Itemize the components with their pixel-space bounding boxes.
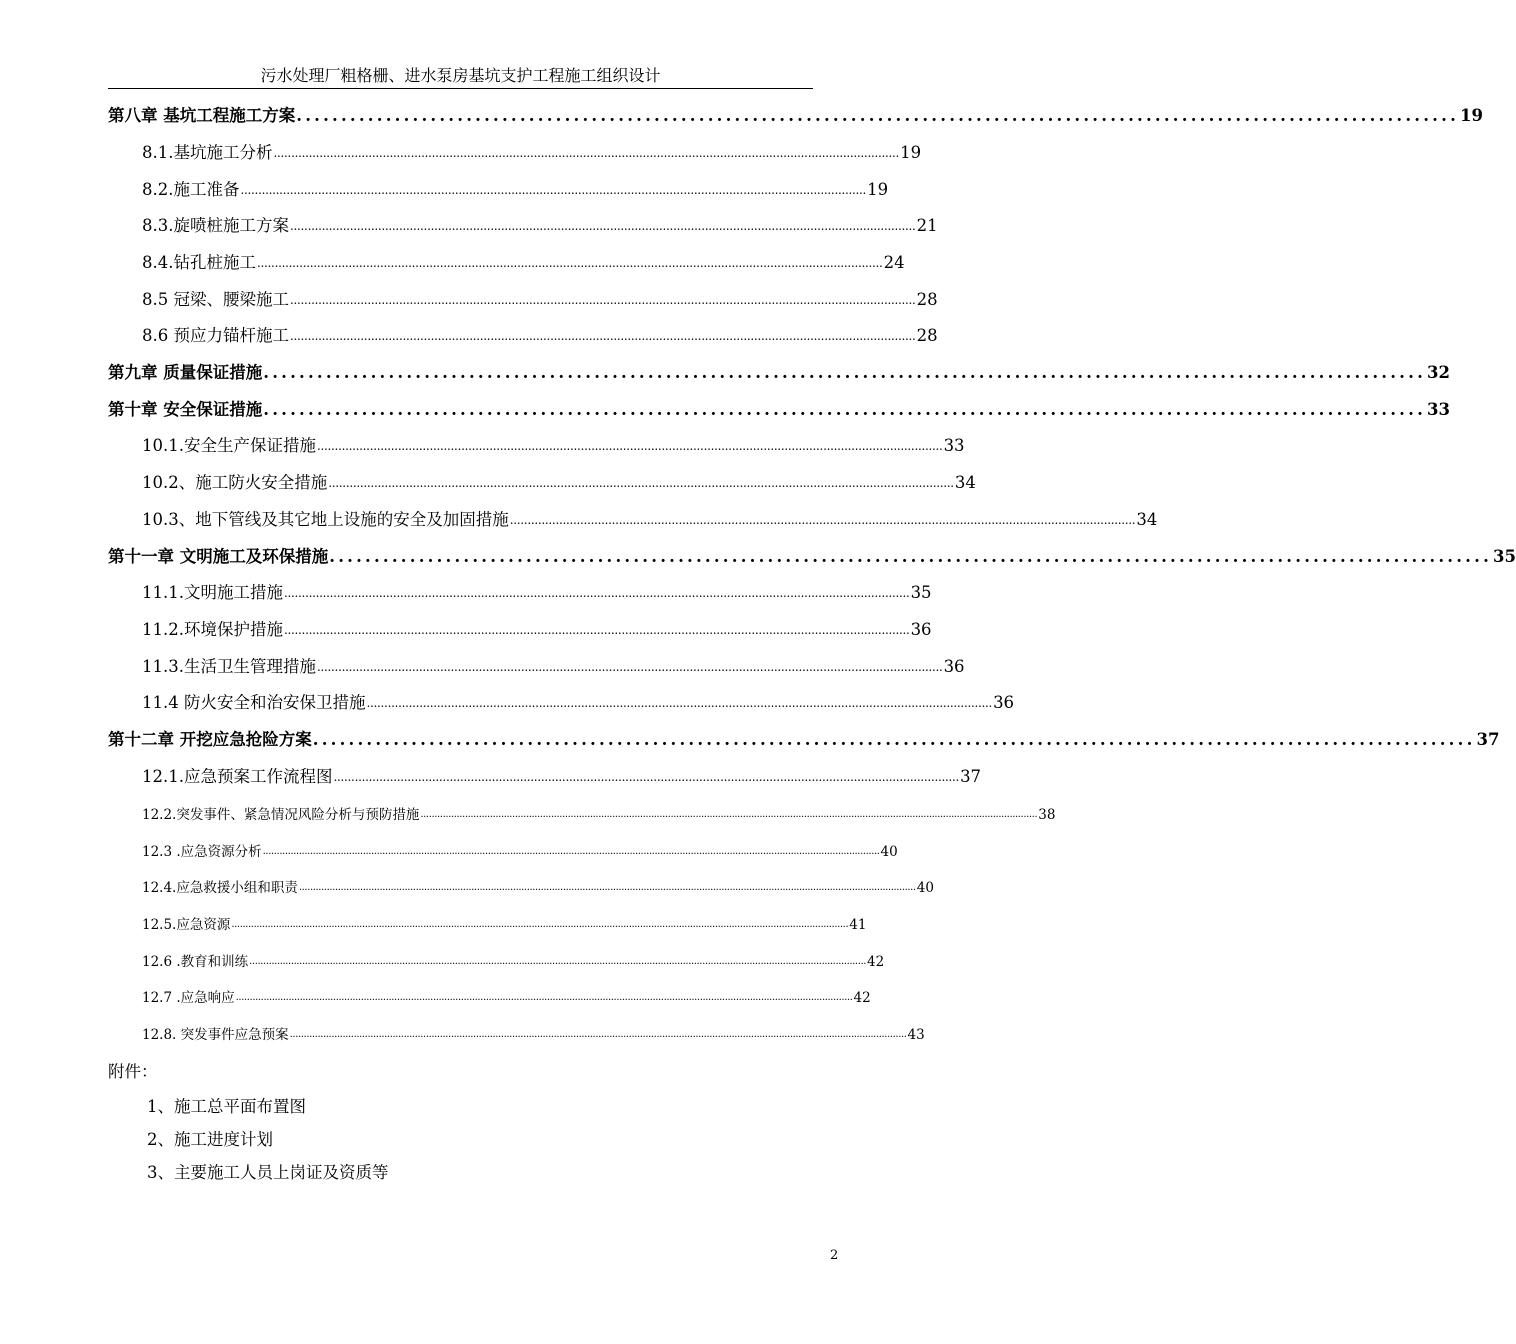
toc-entry-title: 8.6 预应力锚杆施工 bbox=[142, 326, 289, 345]
toc-entry-page: 34 bbox=[954, 473, 976, 492]
toc-leader: .................................................................................................................................................................................. bbox=[283, 623, 910, 637]
toc-entry[interactable] bbox=[142, 468, 976, 494]
toc-entry[interactable] bbox=[142, 615, 932, 641]
toc-leader: .................................................................................................................................................................................. bbox=[240, 183, 867, 197]
toc-entry-page: 35 bbox=[1493, 547, 1516, 566]
toc-entry[interactable] bbox=[142, 248, 905, 274]
toc-leader: .............................................................................................................................................................................................................................. bbox=[231, 919, 849, 930]
toc-entry-title: 8.5 冠梁、腰梁施工 bbox=[142, 290, 289, 309]
annex-item: 1、施工总平面布置图 bbox=[147, 1097, 306, 1116]
toc-entry-title: 8.4.钻孔桩施工 bbox=[142, 253, 256, 272]
toc-entry-title: 11.3.生活卫生管理措施 bbox=[142, 657, 316, 676]
toc-entry-title: 12.8. 突发事件应急预案 bbox=[142, 1027, 289, 1043]
toc-leader: .............................................................................................................................................................................................................................. bbox=[289, 1029, 907, 1040]
toc-entry-title: 12.4.应急救援小组和职责 bbox=[142, 880, 298, 896]
toc-entry-page: 19 bbox=[867, 180, 889, 199]
toc-entry[interactable] bbox=[108, 358, 1450, 384]
toc-entry-page: 34 bbox=[1136, 510, 1158, 529]
toc-entry-title: 10.2、施工防火安全措施 bbox=[142, 473, 328, 492]
toc-leader: .................................................................................................................................................................................. bbox=[328, 476, 954, 490]
toc-entry-title: 11.1.文明施工措施 bbox=[142, 583, 283, 602]
toc-entry-page: 33 bbox=[943, 436, 965, 455]
toc-entry-title: 第十一章 文明施工及环保措施 bbox=[108, 547, 329, 566]
toc-entry[interactable] bbox=[142, 652, 965, 678]
toc-entry-title: 12.6 .教育和训练 bbox=[142, 954, 249, 970]
toc-entry-page: 37 bbox=[960, 767, 982, 786]
toc-entry[interactable] bbox=[142, 946, 885, 972]
toc-entry[interactable] bbox=[142, 836, 898, 862]
toc-entry[interactable] bbox=[142, 909, 867, 935]
toc-entry[interactable] bbox=[142, 578, 932, 604]
toc-entry[interactable] bbox=[142, 321, 938, 347]
toc-entry[interactable] bbox=[108, 101, 1483, 127]
toc-leader: .................................................................................................................................................................................. bbox=[333, 770, 960, 784]
toc-leader: .............................................................................................................................................................................................................................. bbox=[249, 956, 867, 967]
toc-entry-title: 11.2.环境保护措施 bbox=[142, 620, 283, 639]
toc-leader: .................................................................................................................................................................................. bbox=[290, 329, 916, 343]
toc-entry-page: 28 bbox=[916, 290, 938, 309]
toc-entry[interactable] bbox=[142, 505, 1158, 531]
toc-entry-title: 12.2.突发事件、紧急情况风险分析与预防措施 bbox=[142, 807, 420, 823]
toc-entry-title: 第十二章 开挖应急抢险方案 bbox=[108, 730, 312, 749]
toc-entry-page: 41 bbox=[849, 917, 867, 933]
toc-leader: .................................................................................................................................. bbox=[296, 106, 1460, 125]
toc-entry-title: 12.7 .应急响应 bbox=[142, 990, 235, 1006]
toc-entry-title: 11.4 防火安全和治安保卫措施 bbox=[142, 693, 366, 712]
toc-entry[interactable] bbox=[142, 799, 1056, 825]
toc-leader: .................................................................................................................................................................................. bbox=[366, 696, 993, 710]
toc-leader: .............................................................................................................................................................................................................................. bbox=[235, 992, 853, 1003]
toc-entry-title: 第八章 基坑工程施工方案 bbox=[108, 106, 296, 125]
toc-leader: .................................................................................................................................................................................. bbox=[290, 293, 916, 307]
toc-entry-title: 12.3 .应急资源分析 bbox=[142, 844, 262, 860]
toc-entry-page: 19 bbox=[900, 143, 922, 162]
toc-entry-page: 38 bbox=[1038, 807, 1056, 823]
toc-entry[interactable] bbox=[142, 688, 1015, 714]
toc-leader: .................................................................................................................................................................................. bbox=[316, 660, 943, 674]
toc-leader: .................................................................................................................................. bbox=[263, 400, 1427, 419]
toc-leader: .................................................................................................................................................................................. bbox=[316, 439, 943, 453]
toc-entry-page: 42 bbox=[867, 954, 885, 970]
toc-entry-page: 36 bbox=[943, 657, 965, 676]
annex-item: 2、施工进度计划 bbox=[147, 1130, 273, 1149]
toc-leader: .................................................................................................................................................................................. bbox=[257, 256, 883, 270]
toc-entry-title: 12.5.应急资源 bbox=[142, 917, 231, 933]
toc-leader: .................................................................................................................................................................................. bbox=[290, 219, 916, 233]
toc-entry[interactable] bbox=[108, 725, 1500, 751]
toc-entry[interactable] bbox=[142, 211, 938, 237]
toc-leader: .................................................................................................................................................................................. bbox=[509, 513, 1136, 527]
toc-entry[interactable] bbox=[142, 175, 889, 201]
toc-entry[interactable] bbox=[142, 285, 938, 311]
toc-entry-page: 36 bbox=[993, 693, 1015, 712]
running-header: 污水处理厂粗格栅、进水泵房基坑支护工程施工组织设计 bbox=[260, 66, 661, 85]
toc-entry[interactable] bbox=[142, 872, 934, 898]
toc-entry-page: 40 bbox=[880, 844, 898, 860]
toc-entry[interactable] bbox=[108, 542, 1516, 568]
toc-entry[interactable] bbox=[142, 1019, 925, 1045]
toc-entry-page: 42 bbox=[853, 990, 871, 1006]
toc-leader: .............................................................................................................................................................................................................................. bbox=[262, 846, 880, 857]
toc-entry-title: 8.2.施工准备 bbox=[142, 180, 240, 199]
toc-entry[interactable] bbox=[142, 431, 965, 457]
toc-entry-page: 19 bbox=[1460, 106, 1483, 125]
toc-entry-page: 32 bbox=[1427, 363, 1450, 382]
toc-entry-page: 28 bbox=[916, 326, 938, 345]
toc-entry-title: 12.1.应急预案工作流程图 bbox=[142, 767, 333, 786]
toc-leader: .............................................................................................................................................................................................................................. bbox=[420, 809, 1038, 820]
toc-leader: .................................................................................................................................................................................. bbox=[273, 146, 900, 160]
toc-leader: .................................................................................................................................. bbox=[329, 547, 1493, 566]
toc-entry-title: 第九章 质量保证措施 bbox=[108, 363, 263, 382]
toc-leader: .................................................................................................................................. bbox=[312, 730, 1476, 749]
toc-entry-page: 35 bbox=[910, 583, 932, 602]
annex-label: 附件： bbox=[108, 1062, 158, 1081]
toc-entry[interactable] bbox=[142, 982, 871, 1008]
toc-entry-page: 33 bbox=[1427, 400, 1450, 419]
toc-entry-page: 36 bbox=[910, 620, 932, 639]
toc-entry-page: 43 bbox=[907, 1027, 925, 1043]
toc-entry[interactable] bbox=[108, 395, 1450, 421]
toc-entry-title: 8.1.基坑施工分析 bbox=[142, 143, 273, 162]
annex-item: 3、主要施工人员上岗证及资质等 bbox=[147, 1163, 389, 1182]
toc-entry[interactable] bbox=[142, 138, 922, 164]
toc-entry-page: 21 bbox=[916, 216, 938, 235]
toc-entry-title: 10.3、地下管线及其它地上设施的安全及加固措施 bbox=[142, 510, 509, 529]
toc-entry-page: 37 bbox=[1476, 730, 1500, 749]
toc-leader: .................................................................................................................................. bbox=[263, 363, 1427, 382]
toc-leader: .................................................................................................................................................................................. bbox=[283, 586, 910, 600]
toc-entry[interactable] bbox=[142, 762, 982, 788]
page-number: 2 bbox=[830, 1248, 839, 1263]
toc-entry-page: 40 bbox=[916, 880, 934, 896]
toc-entry-title: 8.3.旋喷桩施工方案 bbox=[142, 216, 289, 235]
toc-leader: .............................................................................................................................................................................................................................. bbox=[298, 882, 916, 893]
toc-entry-title: 第十章 安全保证措施 bbox=[108, 400, 263, 419]
toc-entry-title: 10.1.安全生产保证措施 bbox=[142, 436, 316, 455]
toc-entry-page: 24 bbox=[883, 253, 905, 272]
